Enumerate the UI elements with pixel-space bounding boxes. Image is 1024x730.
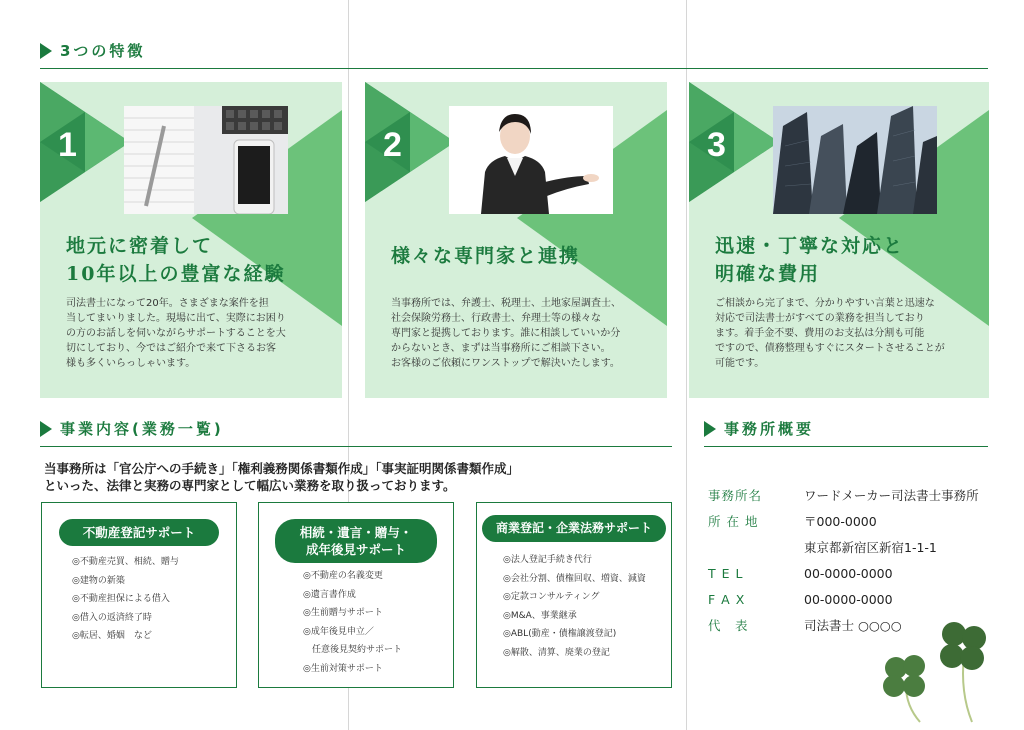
services-intro: 当事務所は「官公庁への手続き」「権利義務関係書類作成」「事実証明関係書類作成」 といった、法律と実務の専門家として幅広い業務を取り扱っております。 xyxy=(44,461,520,493)
office-heading xyxy=(704,418,814,439)
office-value: 東京都新宿区新宿1-1-1 xyxy=(804,540,937,555)
feature-card-2 xyxy=(365,82,667,398)
features-rule xyxy=(40,68,988,69)
feature-number: 1 xyxy=(58,126,77,164)
services-rule xyxy=(40,446,672,447)
feature-card-1 xyxy=(40,82,342,398)
list-item: ◎不動産売買、相続、贈与 xyxy=(72,557,179,567)
office-label: 代 表 xyxy=(708,618,749,633)
corner-triangle-pattern-icon xyxy=(689,82,779,202)
feature-number: 3 xyxy=(707,126,726,164)
service-item-list xyxy=(503,551,646,662)
office-label: 事務所名 xyxy=(708,488,763,503)
service-item-list xyxy=(303,567,402,678)
list-item: ◎遺言書作成 xyxy=(303,589,356,600)
fold-line-right xyxy=(686,0,687,730)
feature-body: 司法書士になって20年。さまざまな案件を担 当してまいりました。現場に出て、実際にお困り の方のお話しを伺いながらサポートすることを大 切にしており、今ではご紹介で来て下さるお客 様も多くいらっしゃいます。 xyxy=(66,298,286,369)
office-row xyxy=(708,586,979,612)
feature-title: 様々な専門家と連携 xyxy=(391,245,581,267)
list-item: ◎法人登記手続き代行 xyxy=(503,555,592,565)
features-heading-text: 3つの特徴 xyxy=(60,42,146,60)
list-item: ◎会社分割、債権回収、増資、減資 xyxy=(503,573,646,584)
list-item: ◎転居、婚姻 など xyxy=(72,631,152,641)
list-item: ◎ABL(動産・債権譲渡登記) xyxy=(503,629,617,639)
office-label: T E L xyxy=(708,565,744,581)
notebook-phone-photo xyxy=(124,106,288,214)
office-row xyxy=(708,534,979,560)
features-heading xyxy=(40,40,145,61)
office-heading-text: 事務所概要 xyxy=(724,420,815,438)
list-item: ◎生前対策サポート xyxy=(303,663,383,674)
list-item: ◎不動産担保による借入 xyxy=(72,594,170,604)
office-row xyxy=(708,482,979,508)
feature-number: 2 xyxy=(383,126,402,164)
service-title: 相続・遺言・贈与・ 成年後見サポート xyxy=(275,519,437,563)
triangle-bullet-icon xyxy=(40,43,52,59)
corner-triangle-pattern-icon xyxy=(40,82,130,202)
businesswoman-photo xyxy=(449,106,613,214)
feature-title: 迅速・丁寧な対応と 明確な費用 xyxy=(715,235,905,285)
service-title: 商業登記・企業法務サポート xyxy=(482,515,666,542)
skyscrapers-photo xyxy=(773,106,937,214)
list-item: ◎借入の返済終了時 xyxy=(72,612,152,623)
triangle-bullet-icon xyxy=(704,421,716,437)
feature-card-3 xyxy=(689,82,989,398)
service-box-inheritance xyxy=(258,502,454,688)
services-heading-text: 事業内容(業務一覧) xyxy=(60,420,224,438)
list-item: ◎建物の新築 xyxy=(72,575,125,586)
feature-body: 当事務所では、弁護士、税理士、土地家屋調査士、 社会保険労務士、行政書士、弁理士等の様々な 専門家と提携しております。誰に相談していいか分 からないとき、まずは当事務所にご相談下さい。 お客様のご依頼にワンストップで解決いたします。 xyxy=(391,298,621,369)
office-value: 司法書士 ○○○○ xyxy=(804,618,902,633)
office-row xyxy=(708,560,979,586)
list-item: ◎生前贈与サポート xyxy=(303,608,383,618)
office-label: 所 在 地 xyxy=(708,514,759,529)
office-value: 00-0000-0000 xyxy=(804,565,893,581)
feature-title: 地元に密着して 10年以上の豊富な経験 xyxy=(66,235,286,285)
service-title: 不動産登記サポート xyxy=(59,519,219,546)
list-item: ◎定款コンサルティング xyxy=(503,592,600,602)
office-value: 〒000-0000 xyxy=(804,514,877,529)
office-value: 00-0000-0000 xyxy=(804,591,893,607)
office-row xyxy=(708,508,979,534)
clover-icon xyxy=(876,612,1000,724)
corner-triangle-pattern-icon xyxy=(365,82,455,202)
office-label: F A X xyxy=(708,591,746,607)
office-rule xyxy=(704,446,988,447)
list-item: ◎解散、清算、廃業の登記 xyxy=(503,647,610,658)
list-item: ◎M&A、事業継承 xyxy=(503,610,577,621)
service-item-list xyxy=(72,553,179,646)
feature-body: ご相談から完了まで、分かりやすい言葉と迅速な 対応で司法書士がすべての業務を担当しており ます。着手金不要、費用のお支払は分割も可能 ですので、債務整理もすぐにスタートさせることが 可能です。 xyxy=(715,298,945,369)
office-value: ワードメーカー司法書士事務所 xyxy=(804,488,979,503)
service-box-corporate xyxy=(476,502,672,688)
triangle-bullet-icon xyxy=(40,421,52,437)
list-item: ◎成年後見申立／ 任意後見契約サポート xyxy=(303,626,403,655)
service-box-real-estate xyxy=(41,502,237,688)
services-heading xyxy=(40,418,224,439)
list-item: ◎不動産の名義変更 xyxy=(303,571,383,581)
